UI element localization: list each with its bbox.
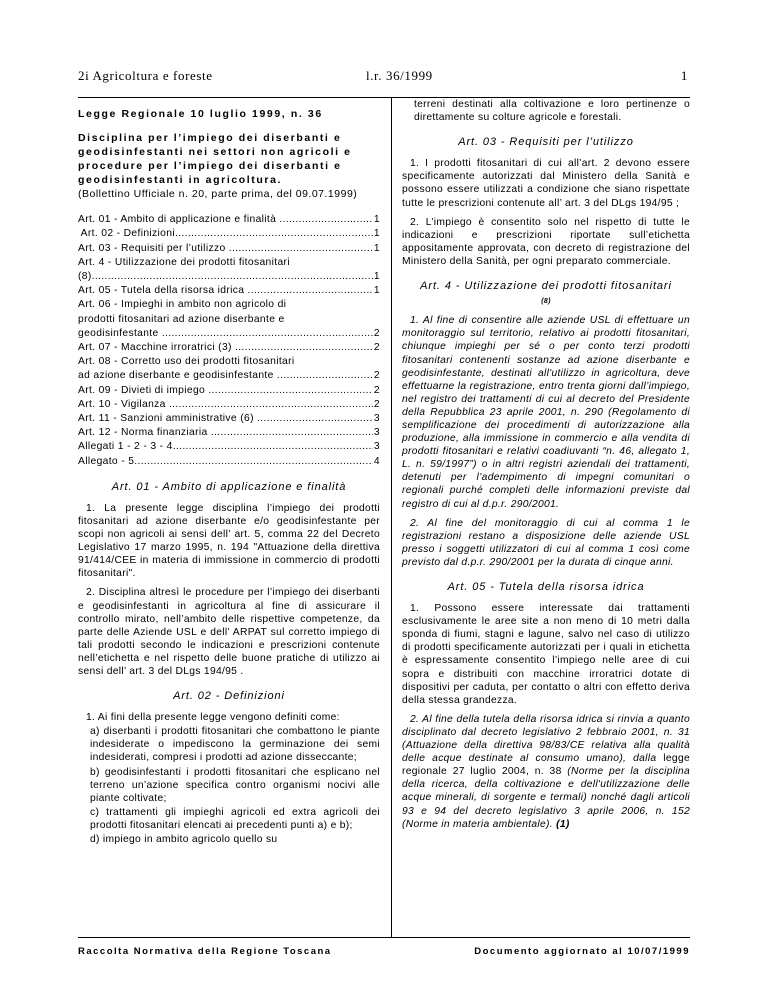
article-04-heading: Art. 4 - Utilizzazione dei prodotti fitosanitari — [420, 280, 672, 293]
law-bulletin: (Bollettino Ufficiale n. 20, parte prima, del 09.07.1999) — [78, 188, 358, 201]
toc-entry[interactable]: (8) ..... 1 — [78, 270, 380, 284]
article-02-intro: 1. Ai fini della presente legge vengono definiti come: — [86, 712, 340, 724]
toc-entry[interactable]: ad azione diserbante e geodisinfestante ..... 2 — [78, 369, 380, 383]
toc-entry[interactable]: Art. 09 - Divieti di impiego ..... 2 — [78, 384, 380, 398]
toc-entry[interactable]: Art. 11 - Sanzioni amministrative (6) ..... 3 — [78, 412, 380, 426]
article-01-heading: Art. 01 - Ambito di applicazione e finalità — [111, 480, 347, 493]
article-05-paragraph-2 — [402, 713, 690, 831]
footer-collection-name: Raccolta Normativa della Regione Toscana — [78, 946, 332, 957]
footer-update-date: Documento aggiornato al 10/07/1999 — [474, 946, 690, 957]
header-law-reference: l.r. 36/1999 — [366, 68, 433, 83]
footer-divider — [78, 937, 690, 938]
article-05-p2-part-1: 2. Al fine della tutela della risorsa idrica si rinvia a quanto disciplinato dal decreto legislativo 2 febbraio 2001, n. 31 (Attuazione della direttiva 98/83/CE relativa alla qualità delle acque destinate al consumo umano), dalla — [402, 713, 690, 765]
article-05-paragraph-1: 1. Possono essere interessate dai trattamenti esclusivamente le aree site a non meno di 10 metri dalla sponda di fiumi, stagni e lagune, salvo nel caso di utilizzo di prodotti specificamente autorizzati per i quali in etichetta è espressamente consentito l’impiego nelle aree di cui sopra e distribuiti con macchine irroratrici dotate di dispositivi per caduta, per contatto o altri con effetto deriva della stessa grandezza. — [402, 603, 690, 706]
article-04-note-ref[interactable]: (8) — [541, 298, 551, 306]
column-divider — [391, 97, 392, 937]
article-02-item-d: d) impiego in ambito agricolo quello su — [90, 834, 278, 845]
header-section-title: 2i Agricoltura e foreste — [78, 68, 213, 83]
article-05-heading: Art. 05 - Tutela della risorsa idrica — [447, 581, 645, 593]
toc-entry[interactable]: Art. 01 - Ambito di applicazione e finalità ..... 1 — [78, 213, 380, 227]
toc-entry[interactable]: Art. 03 - Requisiti per l’utilizzo ..... 1 — [78, 242, 380, 256]
article-05-note-ref[interactable]: (1) — [556, 818, 570, 830]
article-01-paragraph-2: 2. Disciplina altresì le procedure per l’impiego dei diserbanti e geodisinfestanti in agricoltura al fine di assicurare il controllo mirato, nell’ambito delle rispettive competenze, da parte delle Aziende USL e dell’ ARPAT sul corretto impiego di tali prodotti secondo le indicazioni e prescrizioni contenute nell’etichetta e nel rispetto delle buone pratiche di utilizzo ai sensi dell’ art. 3 del DLgs 194/95 . — [78, 587, 380, 677]
toc-entry[interactable]: Art. 07 - Macchine irroratrici (3) ..... 2 — [78, 341, 380, 355]
toc-entry[interactable]: Art. 10 - Vigilanza ..... 2 — [78, 398, 380, 412]
toc-entry[interactable]: Art. 06 - Impieghi in ambito non agricolo di — [78, 299, 287, 311]
toc-entry[interactable]: prodotti fitosanitari ad azione diserbante e — [78, 313, 285, 325]
article-04-paragraph-1: 1. Al fine di consentire alle aziende USL di effettuare un monitoraggio sul territorio, relativo ai prodotti fitosanitari, chiunque impieghi per sé o per conto terzi prodotti fitosanitari contenenti sostanze ad azione diserbante e geodisinfestante, destinati all'utilizzo in agricoltura, deve effettuarne la registrazione, entro trenta giorni dall’impiego, nel registro dei trattamenti di cui al decreto del Presidente della Repubblica 23 aprile 2001, n. 290 (Regolamento di semplificazione dei procedimenti di autorizzazione alla produzione, alla immissione in commercio e alla vendita di prodotti fitosanitari e relativi coadiuvanti “n. 46, allegato 1, L. n. 59/1997”) o in altri registri aziendali dei trattamenti, detenuti per l’adempimento di impegni comunitari o regionali purché completi delle informazioni previste dal registro di cui al d.p.r. 290/2001. — [402, 315, 690, 510]
toc-entry[interactable]: Art. 12 - Norma finanziaria ..... 3 — [78, 426, 380, 440]
right-column — [402, 98, 690, 837]
toc-entry[interactable]: Allegati 1 - 2 - 3 - 4 ..... 3 — [78, 440, 380, 454]
article-03-paragraph-1: 1. I prodotti fitosanitari di cui all’art. 2 devono essere specificamente autorizzati dal Ministero della Sanità e possono essere utilizzati a condizione che siano rispettate tutte le prescrizioni contenute all’ art. 3 del DLgs 194/95 ; — [402, 158, 690, 209]
article-02-item-c: c) trattamenti gli impieghi agricoli ed extra agricoli dei prodotti fitosanitari elencati ai precedenti punti a) e b); — [90, 806, 380, 831]
law-subtitle: Disciplina per l’impiego dei diserbanti e geodisinfestanti nei settori non agricoli e procedure per l’impiego dei diserbanti e geodisinfestanti in agricoltura. — [78, 132, 352, 187]
article-01-paragraph-1: 1. La presente legge disciplina l’impiego dei prodotti fitosanitari ad azione diserbante e/o geodisinfestante per scopi non agricoli ai sensi dell’ art. 5, comma 22 del Decreto Legislativo 17 marzo 1995, n. 194 "Attuazione della direttiva 91/414/CEE in materia di immissione in commercio di prodotti fitosanitari". — [78, 502, 380, 580]
table-of-contents — [78, 213, 380, 469]
article-05-p2-law-reference[interactable]: legge regionale 27 luglio 2004, n. 38 — [402, 753, 690, 778]
toc-entry[interactable]: Art. 4 - Utilizzazione dei prodotti fitosanitari — [78, 256, 290, 268]
article-02-item-d-continued: terreni destinati alla coltivazione e loro pertinenze o direttamente su colture agricole e forestali. — [414, 99, 690, 124]
toc-entry[interactable]: Art. 05 - Tutela della risorsa idrica ..... 1 — [78, 284, 380, 298]
toc-entry[interactable]: Art. 08 - Corretto uso dei prodotti fitosanitari — [78, 356, 295, 368]
article-03-heading: Art. 03 - Requisiti per l’utilizzo — [458, 136, 634, 149]
article-04-paragraph-2: 2. Al fine del monitoraggio di cui al comma 1 le registrazioni restano a disposizione delle aziende USL presso i soggetti utilizzatori di cui al comma 1 così come previsto dal d.p.r. 290/2001 per la durata di cinque anni. — [402, 517, 690, 568]
article-02-heading: Art. 02 - Definizioni — [173, 690, 285, 703]
law-title: Legge Regionale 10 luglio 1999, n. 36 — [78, 108, 323, 120]
header-page-number: 1 — [680, 68, 688, 83]
toc-entry[interactable]: geodisinfestante ..... 2 — [78, 327, 380, 341]
toc-entry[interactable]: Allegato - 5 ..... 4 — [78, 455, 380, 469]
article-02-item-b: b) geodisinfestanti i prodotti fitosanitari che esplicano nel terreno un’azione specifica contro organismi nocivi alle piante coltivate; — [90, 766, 380, 804]
article-03-paragraph-2: 2. L’impiego è consentito solo nel rispetto di tutte le indicazioni e prescrizioni riportate sull’etichetta appositamente approvata, con decreto di registrazione del Ministero della Sanità, per ogni preparato commerciale. — [402, 216, 690, 267]
toc-entry[interactable]: Art. 02 - Definizioni ..... 1 — [78, 227, 380, 241]
article-05-p2-part-2: (Norme per la disciplina della ricerca, della coltivazione e dell'utilizzazione delle acque minerali, di sorgente e termali) nonché dagli articoli 93 e 94 del decreto legislativo 3 aprile 2006, n. 152 (Norme in materia ambientale). — [402, 766, 690, 830]
left-column — [78, 108, 380, 846]
article-02-item-a: a) diserbanti i prodotti fitosanitari che combattono le piante indesiderate o impediscono la germinazione dei semi indesiderati, compresi i prodotti ad azione disseccante; — [90, 726, 380, 764]
